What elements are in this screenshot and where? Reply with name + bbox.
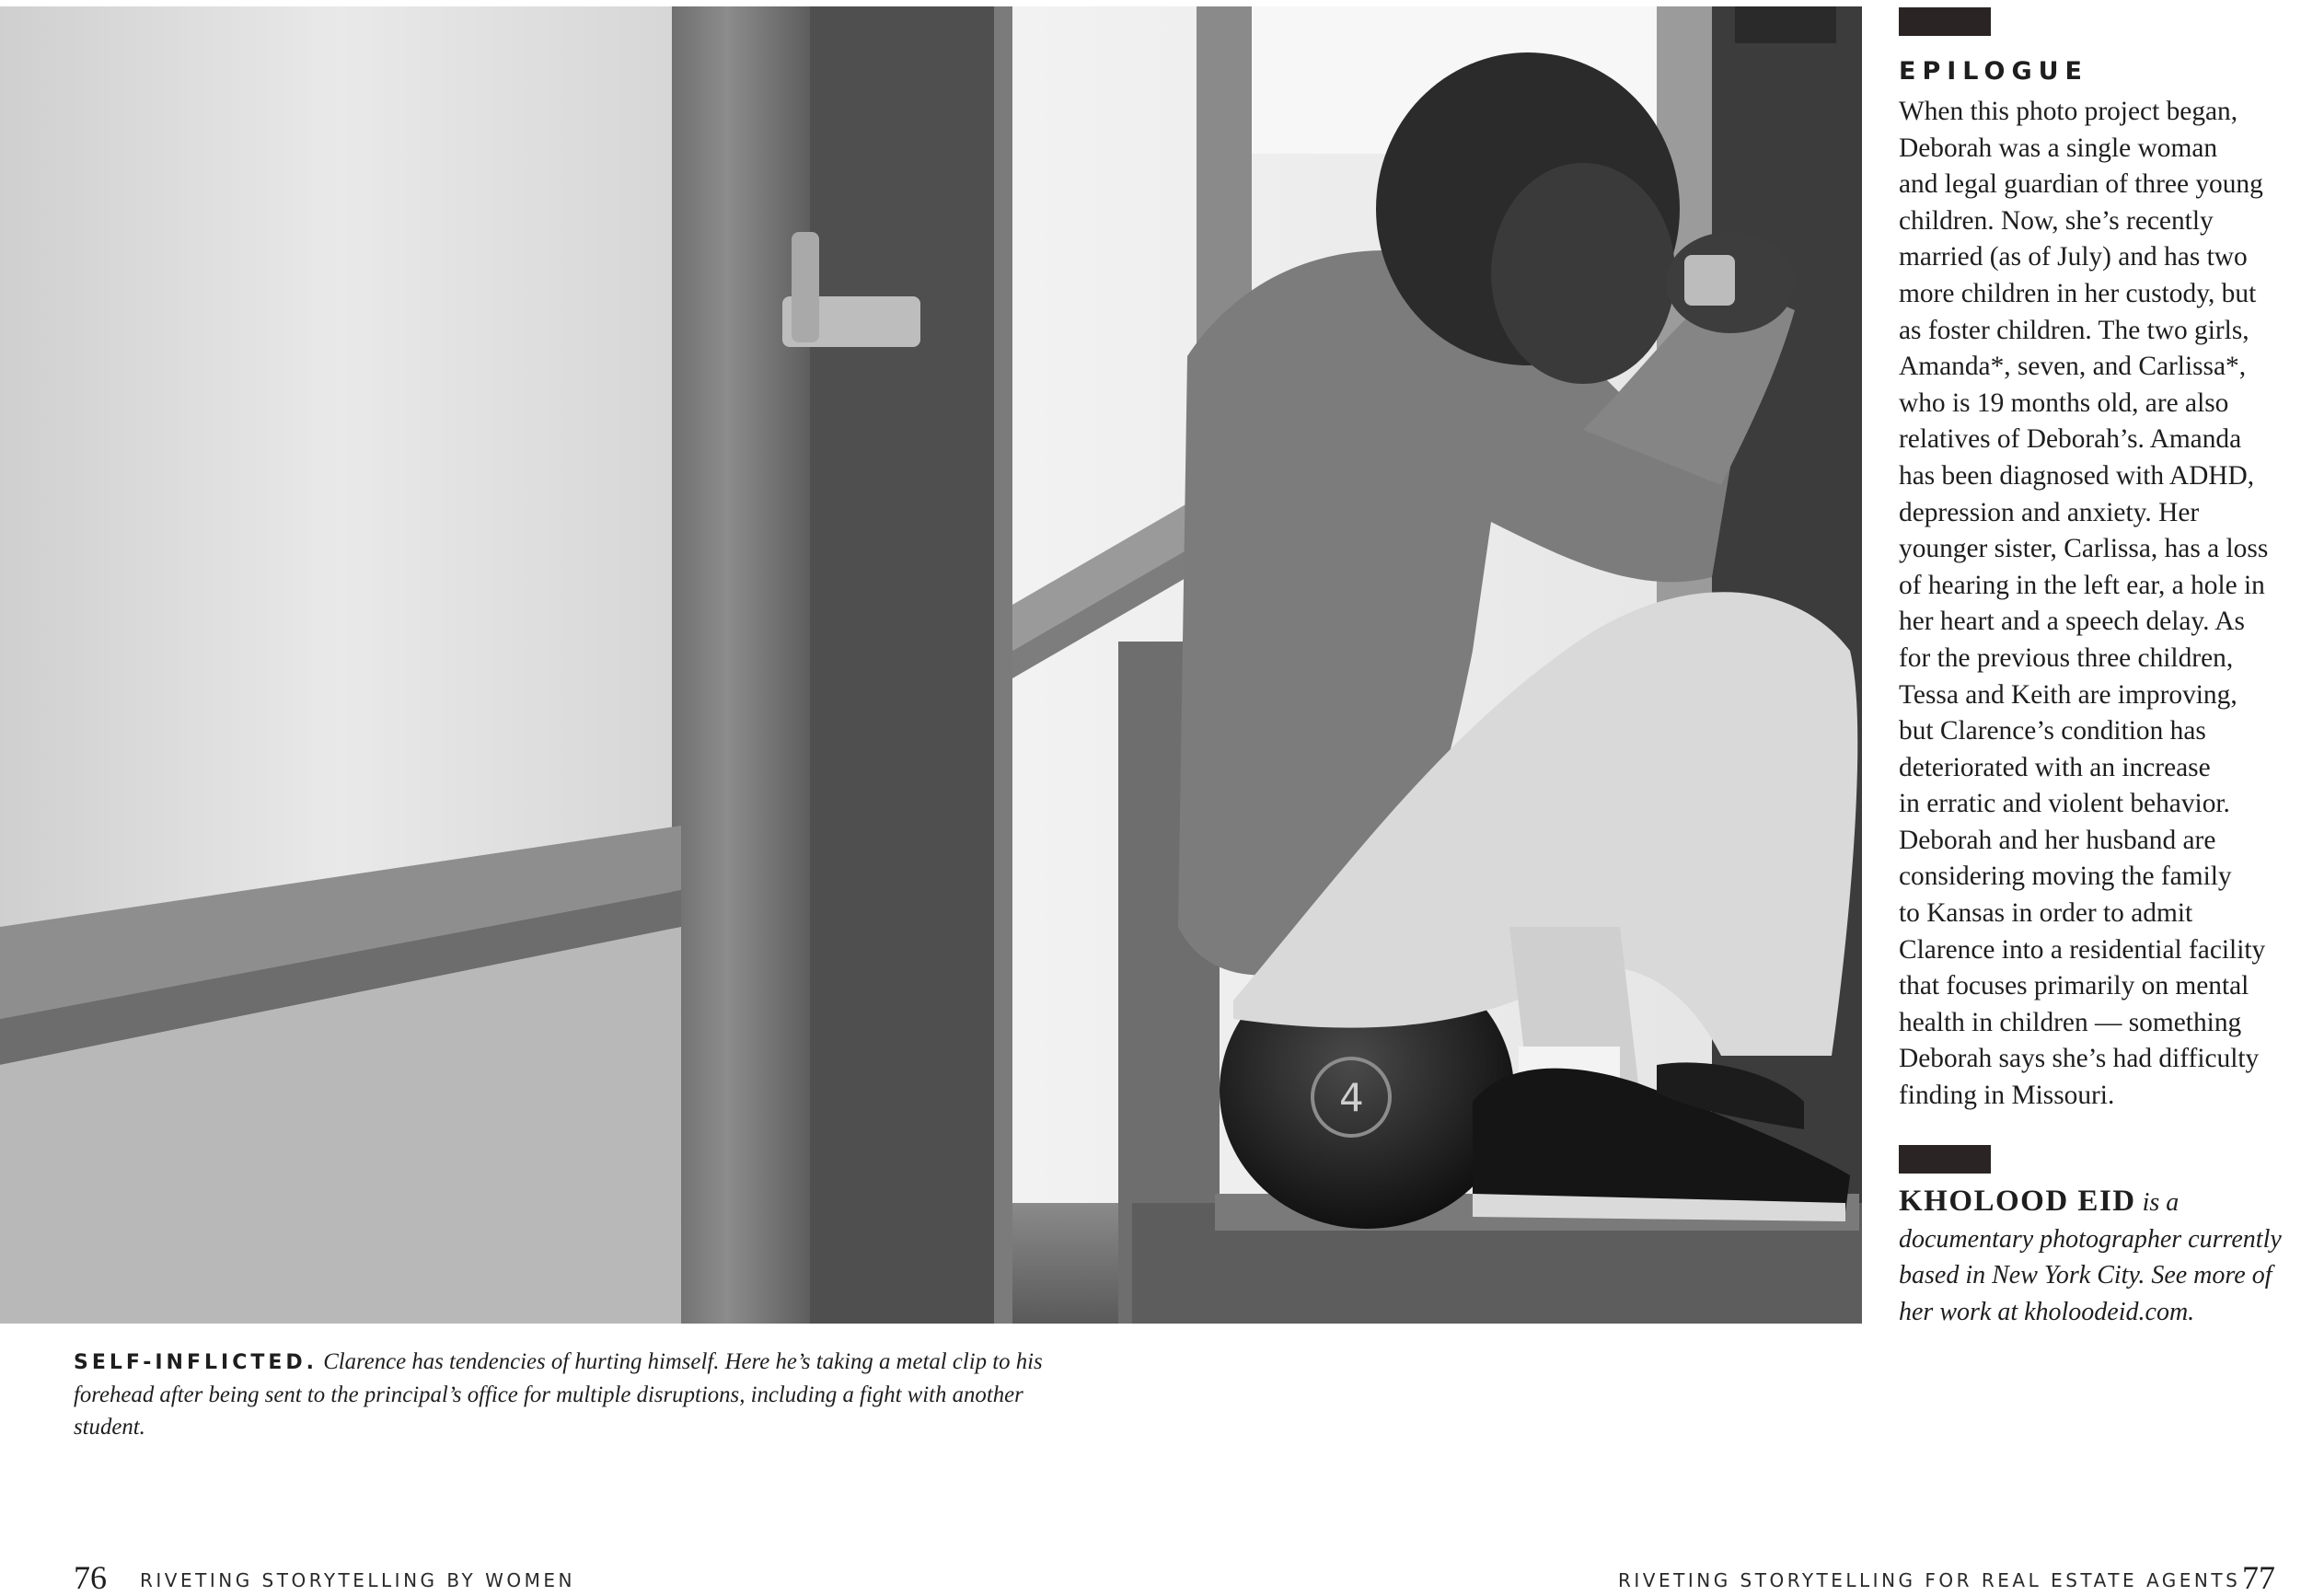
- photo: [0, 6, 1862, 1324]
- epilogue-line: health in children — something: [1899, 1007, 2242, 1037]
- photographer-name: KHOLOOD EID: [1899, 1185, 2136, 1218]
- epilogue-line: depression and anxiety. Her: [1899, 497, 2200, 527]
- epilogue-line: who is 19 months old, are also: [1899, 387, 2229, 418]
- epilogue-line: Amanda*, seven, and Carlissa*,: [1899, 352, 2247, 382]
- bio-line: based in New York City. See more of: [1899, 1261, 2272, 1290]
- epilogue-line: relatives of Deborah’s. Amanda: [1899, 424, 2242, 455]
- epilogue-line: that focuses primarily on mental: [1899, 971, 2249, 1001]
- section-rule-bio: [1899, 1145, 1991, 1174]
- running-head-left: RIVETING STORYTELLING BY WOMEN: [140, 1569, 575, 1591]
- epilogue-line: deteriorated with an increase: [1899, 752, 2211, 782]
- epilogue-line: Deborah was a single woman: [1899, 133, 2218, 163]
- epilogue-line: considering moving the family: [1899, 862, 2232, 892]
- epilogue-body: [1899, 94, 2290, 1115]
- caption-line: forehead after being sent to the principal’s office for multiple disruptions, including a fight with another: [74, 1382, 1023, 1407]
- caption-line: student.: [74, 1415, 145, 1440]
- caption-text: Clarence has tendencies of hurting himself. Here he’s taking a metal clip to his: [318, 1349, 1043, 1374]
- epilogue-line: finding in Missouri.: [1899, 1081, 2115, 1111]
- epilogue-line: children. Now, she’s recently: [1899, 205, 2214, 236]
- epilogue-line: for the previous three children,: [1899, 642, 2234, 673]
- page-number-left: 76: [74, 1559, 107, 1596]
- epilogue-line: When this photo project began,: [1899, 97, 2238, 126]
- epilogue-line: of hearing in the left ear, a hole in: [1899, 570, 2265, 600]
- page-number-right: 77: [2242, 1559, 2275, 1596]
- epilogue-line: Clarence into a residential facility: [1899, 934, 2266, 965]
- epilogue-line: younger sister, Carlissa, has a loss: [1899, 534, 2269, 564]
- running-head-right: RIVETING STORYTELLING FOR REAL ESTATE AGENTS: [1618, 1569, 2241, 1591]
- caption-heading: SELF-INFLICTED.: [74, 1351, 318, 1374]
- epilogue-line: to Kansas in order to admit: [1899, 898, 2193, 929]
- photographer-bio: [1899, 1184, 2295, 1330]
- epilogue-line: as foster children. The two girls,: [1899, 315, 2249, 345]
- epilogue-line: Deborah says she’s had difficulty: [1899, 1044, 2260, 1074]
- svg-text:4: 4: [1339, 1075, 1364, 1120]
- epilogue-line: and legal guardian of three young: [1899, 169, 2263, 200]
- epilogue-line: Tessa and Keith are improving,: [1899, 679, 2237, 710]
- epilogue-line: married (as of July) and has two: [1899, 242, 2248, 272]
- epilogue-line: her heart and a speech delay. As: [1899, 607, 2245, 637]
- bio-line: documentary photographer currently: [1899, 1224, 2282, 1254]
- section-rule-epilogue: [1899, 7, 1991, 36]
- bio-first-line: [1899, 1184, 2295, 1221]
- epilogue-line: Deborah and her husband are: [1899, 825, 2216, 855]
- bio-text: is a: [2135, 1188, 2180, 1217]
- photo-illustration: [0, 6, 1862, 1324]
- epilogue-line: but Clarence’s condition has: [1899, 716, 2206, 746]
- epilogue-line: in erratic and violent behavior.: [1899, 789, 2230, 819]
- epilogue-heading: EPILOGUE: [1899, 57, 2089, 86]
- epilogue-line: more children in her custody, but: [1899, 278, 2257, 308]
- photo-caption: [74, 1346, 1104, 1443]
- caption-first-line: [74, 1346, 1104, 1379]
- epilogue-line: has been diagnosed with ADHD,: [1899, 460, 2255, 491]
- bio-line: her work at kholoodeid.com.: [1899, 1297, 2195, 1326]
